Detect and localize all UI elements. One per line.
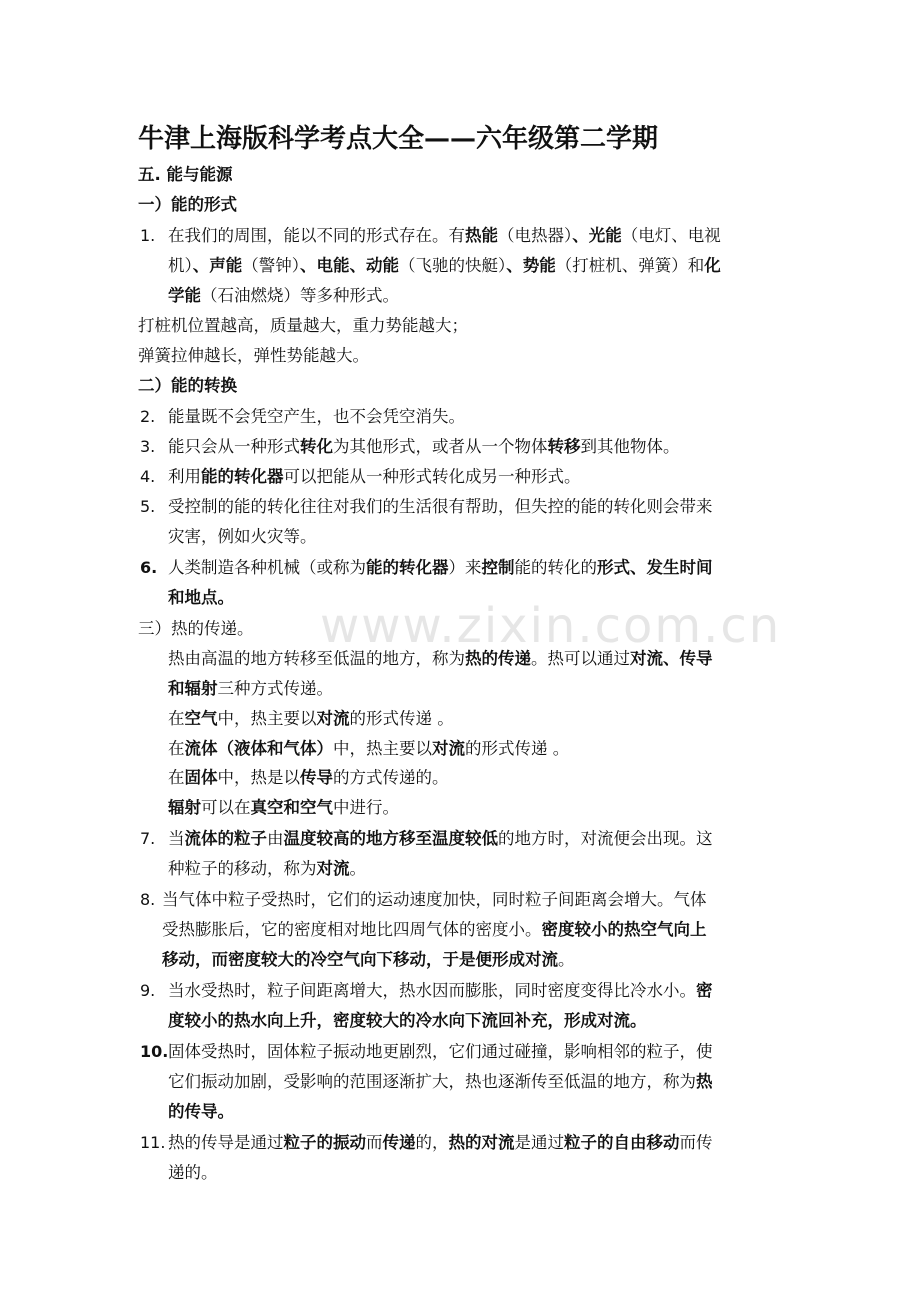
list-item-line (168, 281, 399, 311)
text: 热由高温的地方转移至低温的地方，称为 (168, 649, 465, 668)
bold-text: 对流、传导 (630, 649, 713, 668)
bold-text: 密度较小的热空气向上 (541, 920, 707, 939)
bold-text: 空气 (184, 709, 218, 728)
list-number: 8. (140, 890, 156, 909)
text: 受控制的能的转化往往对我们的生活很有帮助，但失控的能的转化则会带来 (168, 497, 713, 516)
bold-text: 密 (696, 981, 713, 1000)
list-item-line (168, 1037, 713, 1067)
text: 而传 (679, 1133, 713, 1152)
text: 当 (168, 829, 185, 848)
text: （警钟） (242, 256, 300, 275)
bold-text: 形式、发生时间 (597, 558, 713, 577)
text: 为其他形式，或者从一个物体 (333, 437, 548, 456)
bold-text: 转移 (547, 437, 581, 456)
bold-text: 度较小的热水向上升，密度较大的冷水向下流回补充，形成对流。 (168, 1011, 647, 1030)
list-item-line (168, 1158, 218, 1188)
text: 由 (267, 829, 284, 848)
list-number: 10. (140, 1042, 169, 1061)
text: 当气体中粒子受热时，它们的运动速度加快，同时粒子间距离会增大。气体 (162, 890, 707, 909)
text: 可以在 (201, 798, 251, 817)
text: 的方式传递的。 (333, 768, 449, 787)
bold-text: 流体的粒子 (184, 829, 267, 848)
list-item-line (168, 824, 713, 854)
list-item-line (168, 492, 713, 522)
bold-text: 转化 (300, 437, 333, 456)
text: 热的传导是通过 (168, 1133, 284, 1152)
bold-text: 移动，而密度较大的冷空气向下移动，于是便形成对流 (162, 950, 558, 969)
list-item-line (168, 462, 581, 492)
bold-text: 固体 (184, 768, 218, 787)
list-number: 3. (140, 437, 156, 456)
text: 固体受热时，固体粒子振动地更剧烈，它们通过碰撞，影响相邻的粒子，使 (168, 1042, 713, 1061)
list-number: 1. (140, 226, 156, 245)
bold-text: 传递 (382, 1133, 416, 1152)
bold-text: 、势能 (506, 256, 556, 275)
bold-text: 、光能 (572, 226, 622, 245)
list-item-line (168, 251, 721, 281)
paragraph-line (168, 674, 333, 704)
list-item-line (162, 885, 707, 915)
bold-text: 热的传递 (465, 649, 531, 668)
text: 中，热主要以 (333, 739, 432, 758)
bold-text: 粒子的自由移动 (564, 1133, 680, 1152)
list-item-line (168, 1097, 234, 1127)
list-number: 4. (140, 467, 156, 486)
list-number: 11. (140, 1133, 166, 1152)
bold-text: 控制 (481, 558, 515, 577)
bold-text: 能的转化器 (366, 558, 449, 577)
text: 。 (558, 950, 575, 969)
bold-text: 能的转化器 (201, 467, 284, 486)
text: 在 (168, 709, 185, 728)
text: 到其他物体。 (580, 437, 680, 456)
text: 灾害，例如火灾等。 (168, 527, 317, 546)
paragraph-line (168, 704, 454, 734)
bold-text: 真空和空气 (250, 798, 333, 817)
text: 受热膨胀后，它的密度相对地比四周气体的密度小。 (162, 920, 542, 939)
text: 三种方式传递。 (217, 679, 333, 698)
text: 的形式传递 。 (349, 709, 454, 728)
paragraph-line (168, 763, 449, 793)
text: 的形式传递 。 (465, 739, 570, 758)
text: 是通过 (514, 1133, 564, 1152)
text: 种粒子的移动，称为 (168, 859, 317, 878)
bold-text: 和辐射 (168, 679, 218, 698)
text: （打桩机、弹簧）和 (555, 256, 705, 275)
subsection-heading-1: 一）能的形式 (138, 195, 237, 214)
list-number: 6. (140, 558, 158, 577)
bold-text: 传导 (300, 768, 333, 787)
text: （飞驰的快艇） (399, 256, 507, 275)
text: 在 (168, 768, 185, 787)
text: 人类制造各种机械（或称为 (168, 558, 366, 577)
bold-text: 对流 (432, 739, 465, 758)
text: 在我们的周围，能以不同的形式存在。有 (168, 226, 465, 245)
paragraph-line (168, 793, 399, 823)
text: （电灯、电视 (621, 226, 721, 245)
list-item-line (162, 915, 707, 945)
list-item-line (168, 583, 234, 613)
text: 而 (366, 1133, 383, 1152)
text: 中，热主要以 (217, 709, 317, 728)
bold-text: 对流 (316, 859, 350, 878)
text: 递的。 (168, 1163, 218, 1182)
paragraph: 弹簧拉伸越长，弹性势能越大。 (138, 346, 369, 365)
text: （石油燃烧）等多种形式。 (201, 286, 399, 305)
bold-text: 对流 (316, 709, 350, 728)
list-item-line (168, 854, 366, 884)
bold-text: 粒子的振动 (283, 1133, 366, 1152)
subsection-heading-3: 三）热的传递。 (138, 619, 254, 638)
list-item-line (168, 553, 713, 583)
text: 当水受热时，粒子间距离增大，热水因而膨胀，同时密度变得比冷水小。 (168, 981, 696, 1000)
paragraph-line (168, 644, 713, 674)
bold-text: 、电能、动能 (300, 256, 399, 275)
text: 在 (168, 739, 185, 758)
bold-text: 热 (696, 1072, 713, 1091)
bold-text: 温度较高的地方移至温度较低 (283, 829, 498, 848)
list-item-line (168, 1006, 647, 1036)
bold-text: 学能 (168, 286, 201, 305)
list-number: 9. (140, 981, 156, 1000)
bold-text: 流体（液体和气体） (184, 739, 333, 758)
paragraph-line (168, 734, 569, 764)
bold-text: 、声能 (192, 256, 243, 275)
text: 利用 (168, 467, 201, 486)
section-heading: 五. 能与能源 (138, 165, 233, 184)
text: 可以把能从一种形式转化成另一种形式。 (283, 467, 581, 486)
bold-text: 热能 (465, 226, 498, 245)
bold-text: 的传导。 (168, 1102, 234, 1121)
text: 中进行。 (333, 798, 399, 817)
text: 能的转化的 (514, 558, 597, 577)
list-item-line (168, 522, 317, 552)
text: 能量既不会凭空产生，也不会凭空消失。 (168, 407, 465, 426)
list-number: 2. (140, 407, 156, 426)
list-item-line (168, 1067, 713, 1097)
list-item-line (168, 221, 721, 251)
text: 能只会从一种形式 (168, 437, 300, 456)
text: （电热器） (498, 226, 573, 245)
bold-text: 辐射 (168, 798, 201, 817)
list-item-line (168, 432, 680, 462)
page-title: 牛津上海版科学考点大全——六年级第二学期 (138, 124, 659, 154)
list-item-line (168, 402, 465, 432)
paragraph: 打桩机位置越高，质量越大，重力势能越大； (138, 316, 468, 335)
text: 它们振动加剧，受影响的范围逐渐扩大，热也逐渐传至低温的地方，称为 (168, 1072, 696, 1091)
list-number: 7. (140, 829, 156, 848)
subsection-heading-2: 二）能的转换 (138, 376, 237, 395)
bold-text: 和地点。 (168, 588, 234, 607)
list-number: 5. (140, 497, 156, 516)
text: 机） (168, 256, 193, 275)
list-item-line (168, 976, 713, 1006)
text: 。热可以通过 (531, 649, 630, 668)
text: 的地方时，对流便会出现。这 (498, 829, 713, 848)
text: 。 (349, 859, 366, 878)
text: 的， (415, 1133, 449, 1152)
bold-text: 化 (704, 256, 721, 275)
bold-text: 热的对流 (448, 1133, 515, 1152)
text: ）来 (448, 558, 482, 577)
watermark: www.zixin.com.cn (320, 598, 782, 654)
text: 中，热是以 (217, 768, 300, 787)
list-item-line (168, 1128, 713, 1158)
list-item-line (162, 945, 575, 975)
